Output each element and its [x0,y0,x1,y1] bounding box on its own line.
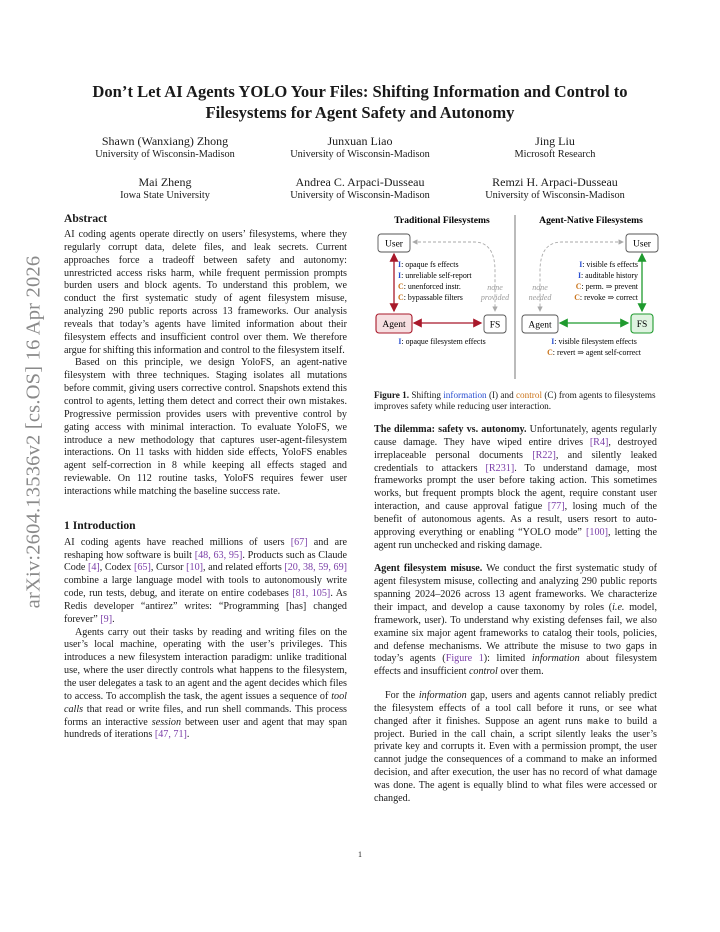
left-panel-title: Traditional Filesystems [394,215,490,226]
intro-paragraph: AI coding agents have reached millions of users [67] and are reshaping how software is built [48, 63, 95]. Products such as Claude Code [4], Codex [65], Cursor [10], and related efforts [20, 38, 59, 69] combine a large language model with tools to autonomously write code, run tests, debug, and iterate on entire codebases [81, 105]. As Redis developer “antirez” writes: “Programming [has] changed forever” [9]. [64,536,348,625]
author-name: Mai Zheng [138,175,192,189]
citation-link[interactable]: [65] [133,562,151,574]
right-item: I: visible fs effects [579,260,638,269]
right-item: C: revoke ⇒ correct [574,293,638,302]
citation-link[interactable]: [47, 71] [154,729,187,741]
agent-label: Agent [528,320,552,331]
left-items [398,260,472,302]
author-name: Remzi H. Arpaci-Dusseau [492,175,618,189]
author-block [260,134,460,162]
arxiv-sidebar [14,212,54,652]
user-label: User [385,239,403,250]
author-block [260,175,460,203]
info-gap-paragraph: For the information gap, users and agents cannot reliably predict the filesystem effects of a tool call before it runs, or see what changed after it finishes. Suppose an agent runs make to build a project. Buried in the call chain, a script silently leaks the user’s private key and corrupts it. Even with a permission prompt, the user cannot judge the consequences of a command to make an informed decision, and after execution, the user has no record of what damage was done. The agent is equally blind to what files were accessed or changed. [374,690,657,804]
section-heading: 1 Introduction [64,518,136,532]
citation-link[interactable]: [48, 63, 95] [194,549,243,561]
citation-link[interactable]: [20, 38, 59, 69] [284,562,348,574]
intro-paragraph: Agents carry out their tasks by reading and writing files on the user’s local machine, operating with the user’s privileges. This introduces a new filesystem interaction paradigm: unlike traditional use, where the user directly controls what happens to the filesystem, the user delegates a task to an agent and the agent decides which files to access. To accomplish the task, the agent issues a sequence of tool calls that read or write files, and run shell commands. This process forms an interactive session between user and agent that may span hundreds of iterations [47, 71]. [64,626,348,741]
citation-link[interactable]: [77] [547,501,565,513]
citation-link[interactable]: [100] [586,526,608,538]
left-item: C: unenforced instr. [398,282,461,291]
abstract-paragraph: Based on this principle, we design YoloFS, an agent-native filesystem with three techniques. Staging isolates all mutations before commit, giving users corrective control. Snapshots extend this control to agents, letting them detect and correct their own mistakes. Progressive permission provides users with preventive control by gating access with minimal interaction. To evaluate YoloFS, we introduce a new methodology that captures user-agent-filesystem interactions. On 11 tasks with hidden side effects, YoloFS enables agent self-correction in 8 while keeping all effects staged and reviewable. On 112 routine tasks, YoloFS requires fewer user interactions while matching the baseline success rate. [64,357,347,497]
left-item: C: bypassable filters [398,293,463,302]
author-affiliation: Iowa State University [120,190,210,201]
author-name: Junxuan Liao [327,134,393,148]
author-name: Andrea C. Arpaci-Dusseau [295,175,425,189]
author-name: Jing Liu [535,134,575,148]
author-block [455,175,655,203]
figure-1-diagram [374,211,664,389]
citation-link[interactable]: [R4] [589,436,609,448]
author-block [65,175,265,203]
fs-label: FS [489,320,501,331]
author-affiliation: University of Wisconsin-Madison [485,190,625,201]
abstract-paragraph: AI coding agents operate directly on users’ filesystems, where they regularly corrupt data, delete files, and leak secrets. Current approaches force a tradeoff between safety and autonomy: unrestricted access risks harm, while frequent permission prompts burden users and block agents. To understand this problem, we conduct the first systematic study of agent filesystem misuse, analyzing 290 public reports across 13 frameworks. Our analysis reveals that today’s agents have limited information about their filesystem effects and insufficient control over them. We therefore argue for shifting this information and control to the filesystem itself. [64,229,347,356]
right-item: I: auditable history [577,271,638,280]
misuse-paragraph: Agent filesystem misuse. We conduct the first systematic study of agent filesystem misuse, collecting and analyzing 290 public reports spanning 2024–2026 across 13 agent frameworks. We characterize their impact, and develop a cause taxonomy by roles (i.e. model, framework, user). To understand why existing defenses fail, we also examine six major agent frameworks to catalog their tools, policies, and defense mechanisms. We attribute the misuse to two gaps in today’s agents (Figure 1): limited information about filesystem effects and insufficient control over them. [374,563,657,678]
citation-link[interactable]: [R231] [485,462,515,474]
none-needed-label: none [532,283,548,292]
figure-link[interactable]: Figure 1 [445,653,484,665]
right-bottom-item: I: visible filesystem effects [551,337,637,346]
abstract-heading: Abstract [64,212,108,225]
left-item: I: opaque fs effects [398,260,459,269]
fs-label: FS [636,320,648,330]
author-affiliation: University of Wisconsin-Madison [95,149,235,160]
citation-link[interactable]: [10] [186,562,204,574]
author-affiliation: Microsoft Research [514,149,596,160]
author-block [65,134,265,162]
left-column [64,212,347,742]
paper-title: Don’t Let AI Agents YOLO Your Files: Shifting Information and Control to Filesystems for Agent Safety and Autonomy [92,82,628,122]
author-block [455,134,655,162]
left-item: I: unreliable self-report [398,271,472,280]
citation-link[interactable]: [81, 105] [292,588,331,600]
right-column [374,424,657,806]
citation-link[interactable]: [67] [290,536,308,548]
right-item: C: perm. ⇒ prevent [575,282,638,291]
none-needed-label: needed [528,293,552,302]
none-provided-label: none [487,283,503,292]
author-affiliation: University of Wisconsin-Madison [290,149,430,160]
citation-link[interactable]: [R22] [532,449,556,461]
dilemma-paragraph: The dilemma: safety vs. autonomy. Unfortunately, agents regularly cause damage. They have wiped entire drives [R4], destroyed irreplaceable personal documents [R22], and silently leaked credentials to attackers [R231]. To understand damage, most frameworks prompt the user before taking action. This sometimes works, but frequent prompts block the agent, require constant user interaction, and cause approval fatigue [77], losing much of the benefit of autonomous agents. As a result, users resort to auto-approving everything or enabling “YOLO mode” [100], letting the agent run unchecked and risking damage. [374,424,657,551]
right-bottom-item: C: revert ⇒ agent self-correct [547,348,641,357]
page-number: 1 [358,850,362,859]
left-bottom-item: I: opaque filesystem effects [398,337,486,346]
agent-label: Agent [382,320,406,330]
author-name: Shawn (Wanxiang) Zhong [101,134,229,148]
right-items [574,260,639,302]
user-label: User [633,239,651,250]
right-panel-title: Agent-Native Filesystems [539,215,643,226]
figure-1 [374,211,664,389]
figure-caption: Figure 1. Shifting information (I) and control (C) from agents to filesystems improves safety while reducing user interaction. [374,390,656,412]
none-provided-label: provided [480,293,510,302]
citation-link[interactable]: [4] [87,562,100,574]
arxiv-id: arXiv:2604.13536v2 [cs.OS] 16 Apr 2026 [22,255,45,609]
citation-link[interactable]: [9] [100,613,113,625]
author-affiliation: University of Wisconsin-Madison [290,190,430,201]
